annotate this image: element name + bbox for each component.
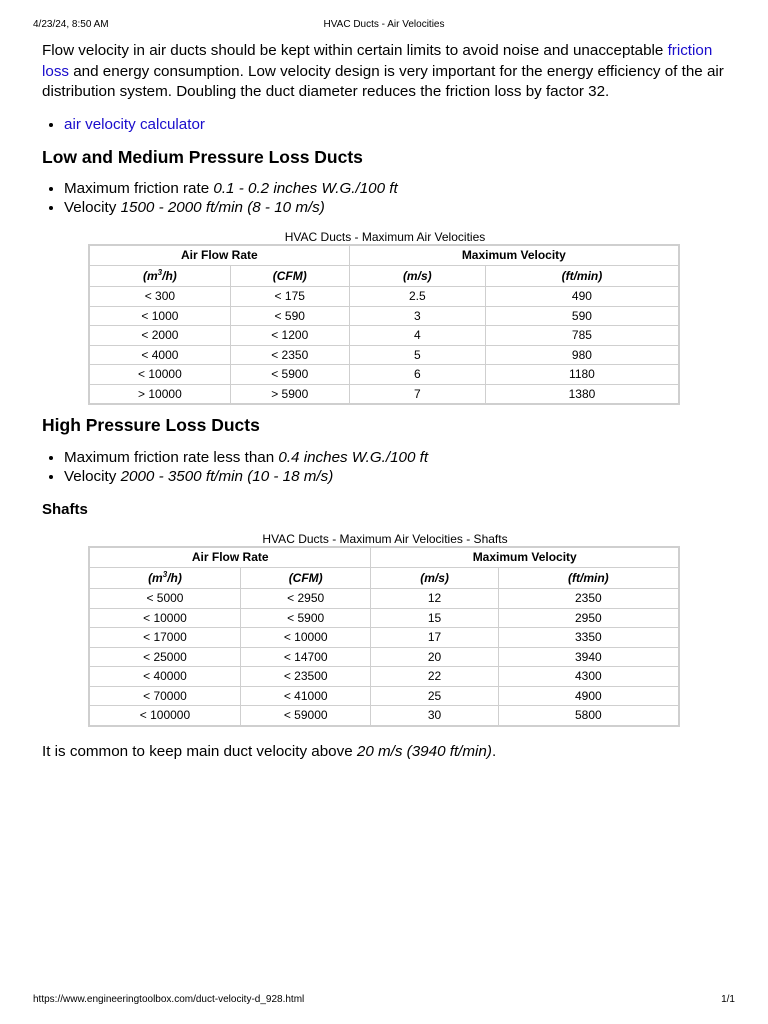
intro-paragraph xyxy=(42,41,728,103)
table-cell: > 5900 xyxy=(230,384,349,404)
closing-end: . xyxy=(491,742,497,760)
table-cell: < 1000 xyxy=(89,306,230,326)
table-cell: 490 xyxy=(485,287,679,307)
high-pressure-bullets xyxy=(42,449,728,486)
air-flow-rate-header: Air Flow Rate xyxy=(89,547,371,567)
table-cell: < 1200 xyxy=(230,326,349,346)
table-cell: 980 xyxy=(485,345,679,365)
table-header-row xyxy=(89,567,679,589)
list-item xyxy=(64,449,728,468)
unit-part: 3 xyxy=(162,570,168,580)
table-header-row xyxy=(89,245,679,265)
bullet-value: 0.1 - 0.2 inches W.G./100 ft xyxy=(213,180,398,197)
table-cell: 22 xyxy=(371,667,498,687)
bullet-text: Maximum friction rate xyxy=(64,180,214,197)
table-cell: 7 xyxy=(349,384,485,404)
list-item xyxy=(64,116,728,135)
table-cell: < 4000 xyxy=(89,345,230,365)
unit-ftmin: (ft/min) xyxy=(498,567,679,589)
table-cell: < 17000 xyxy=(89,628,240,648)
table2-caption: HVAC Ducts - Maximum Air Velocities - Shafts xyxy=(262,532,508,546)
table-cell: 25 xyxy=(371,686,498,706)
unit-part: /h) xyxy=(162,269,177,284)
print-footer xyxy=(0,994,768,1006)
table-cell: 15 xyxy=(371,608,498,628)
high-pressure-heading: High Pressure Loss Ducts xyxy=(42,415,260,435)
shafts-heading: Shafts xyxy=(42,501,88,518)
table-row xyxy=(89,287,679,307)
table-cell: < 300 xyxy=(89,287,230,307)
table-cell: 785 xyxy=(485,326,679,346)
unit-cfm: (CFM) xyxy=(230,265,349,287)
table-cell: < 175 xyxy=(230,287,349,307)
closing-value: 20 m/s (3940 ft/min) xyxy=(356,742,492,760)
table-cell: 2350 xyxy=(498,589,679,609)
table-row xyxy=(89,365,679,385)
unit-part: /h) xyxy=(167,571,182,586)
table-row xyxy=(89,326,679,346)
table-cell: < 40000 xyxy=(89,667,240,687)
print-page-title: HVAC Ducts - Air Velocities xyxy=(323,19,445,30)
intro-text-continued: and energy consumption. Low velocity design is very important for the energy efficiency of the air distribution system. Doubling the duct diameter reduces the friction loss by factor 32. xyxy=(42,62,724,100)
shafts-velocities-table xyxy=(88,546,680,727)
maximum-velocity-header: Maximum Velocity xyxy=(371,547,679,567)
maximum-velocity-header: Maximum Velocity xyxy=(349,245,679,265)
air-flow-rate-header: Air Flow Rate xyxy=(89,245,349,265)
table-cell: 17 xyxy=(371,628,498,648)
table-row xyxy=(89,384,679,404)
table-cell: < 2000 xyxy=(89,326,230,346)
low-pressure-bullets xyxy=(42,180,728,217)
table-cell: 6 xyxy=(349,365,485,385)
table-row xyxy=(89,647,679,667)
table-cell: 590 xyxy=(485,306,679,326)
table1-caption: HVAC Ducts - Maximum Air Velocities xyxy=(284,230,486,244)
table-cell: 3350 xyxy=(498,628,679,648)
print-url: https://www.engineeringtoolbox.com/duct-velocity-d_928.html xyxy=(33,994,305,1005)
friction-loss-link[interactable]: friction loss xyxy=(42,42,713,80)
unit-part: (m xyxy=(148,571,163,586)
table-cell: < 10000 xyxy=(89,608,240,628)
bullet-value: 1500 - 2000 ft/min (8 - 10 m/s) xyxy=(120,198,325,216)
unit-cfm: (CFM) xyxy=(240,567,371,589)
table-row xyxy=(89,686,679,706)
unit-ms: (m/s) xyxy=(371,567,498,589)
closing-text: It is common to keep main duct velocity above xyxy=(42,742,357,760)
table-cell: < 70000 xyxy=(89,686,240,706)
low-medium-pressure-heading: Low and Medium Pressure Loss Ducts xyxy=(42,147,363,167)
table-row xyxy=(89,628,679,648)
table-cell: < 23500 xyxy=(240,667,371,687)
table-cell: 2950 xyxy=(498,608,679,628)
table-cell: 5 xyxy=(349,345,485,365)
table-row xyxy=(89,608,679,628)
table-row xyxy=(89,589,679,609)
table-cell: 4 xyxy=(349,326,485,346)
table-cell: 4900 xyxy=(498,686,679,706)
list-item xyxy=(64,199,728,218)
list-item xyxy=(64,180,728,199)
table-cell: < 14700 xyxy=(240,647,371,667)
table-cell: 1380 xyxy=(485,384,679,404)
unit-part: (m xyxy=(143,269,158,284)
table-cell: < 2350 xyxy=(230,345,349,365)
table-header-row xyxy=(89,547,679,567)
table-cell: 2.5 xyxy=(349,287,485,307)
intro-text: Flow velocity in air ducts should be kept within certain limits to avoid noise and unacceptable xyxy=(42,42,668,59)
table-cell: 12 xyxy=(371,589,498,609)
bullet-value: 2000 - 3500 ft/min (10 - 18 m/s) xyxy=(120,467,334,485)
list-item xyxy=(64,468,728,487)
table-cell: 20 xyxy=(371,647,498,667)
table-cell: < 5900 xyxy=(240,608,371,628)
unit-ms: (m/s) xyxy=(349,265,485,287)
table-cell: < 590 xyxy=(230,306,349,326)
table-cell: 4300 xyxy=(498,667,679,687)
table-cell: < 5000 xyxy=(89,589,240,609)
max-air-velocities-table xyxy=(88,244,680,405)
print-datetime: 4/23/24, 8:50 AM xyxy=(33,19,109,30)
table-cell: < 5900 xyxy=(230,365,349,385)
bullet-text: Velocity xyxy=(64,467,121,485)
table-cell: > 10000 xyxy=(89,384,230,404)
table-cell: < 59000 xyxy=(240,706,371,726)
closing-paragraph xyxy=(42,742,728,763)
table-cell: < 100000 xyxy=(89,706,240,726)
table-cell: < 2950 xyxy=(240,589,371,609)
table-cell: < 10000 xyxy=(240,628,371,648)
table-row xyxy=(89,667,679,687)
print-page-number: 1/1 xyxy=(721,994,735,1005)
table-cell: 1180 xyxy=(485,365,679,385)
table-cell: < 10000 xyxy=(89,365,230,385)
unit-part: 3 xyxy=(157,268,163,278)
table-header-row xyxy=(89,265,679,287)
related-links-list xyxy=(42,116,728,135)
unit-m3h xyxy=(89,567,240,589)
table-row xyxy=(89,306,679,326)
print-header xyxy=(0,19,768,31)
table-cell: 3 xyxy=(349,306,485,326)
table-cell: 30 xyxy=(371,706,498,726)
table-row xyxy=(89,706,679,726)
air-velocity-calculator-link[interactable]: air velocity calculator xyxy=(64,115,205,133)
table-cell: < 41000 xyxy=(240,686,371,706)
table-cell: 5800 xyxy=(498,706,679,726)
table-cell: 3940 xyxy=(498,647,679,667)
article-content xyxy=(42,41,728,762)
table-row xyxy=(89,345,679,365)
bullet-text: Velocity xyxy=(64,198,121,216)
unit-m3h xyxy=(89,265,230,287)
unit-ftmin: (ft/min) xyxy=(485,265,679,287)
bullet-value: 0.4 inches W.G./100 ft xyxy=(278,449,429,466)
table-cell: < 25000 xyxy=(89,647,240,667)
bullet-text: Maximum friction rate less than xyxy=(64,449,279,466)
